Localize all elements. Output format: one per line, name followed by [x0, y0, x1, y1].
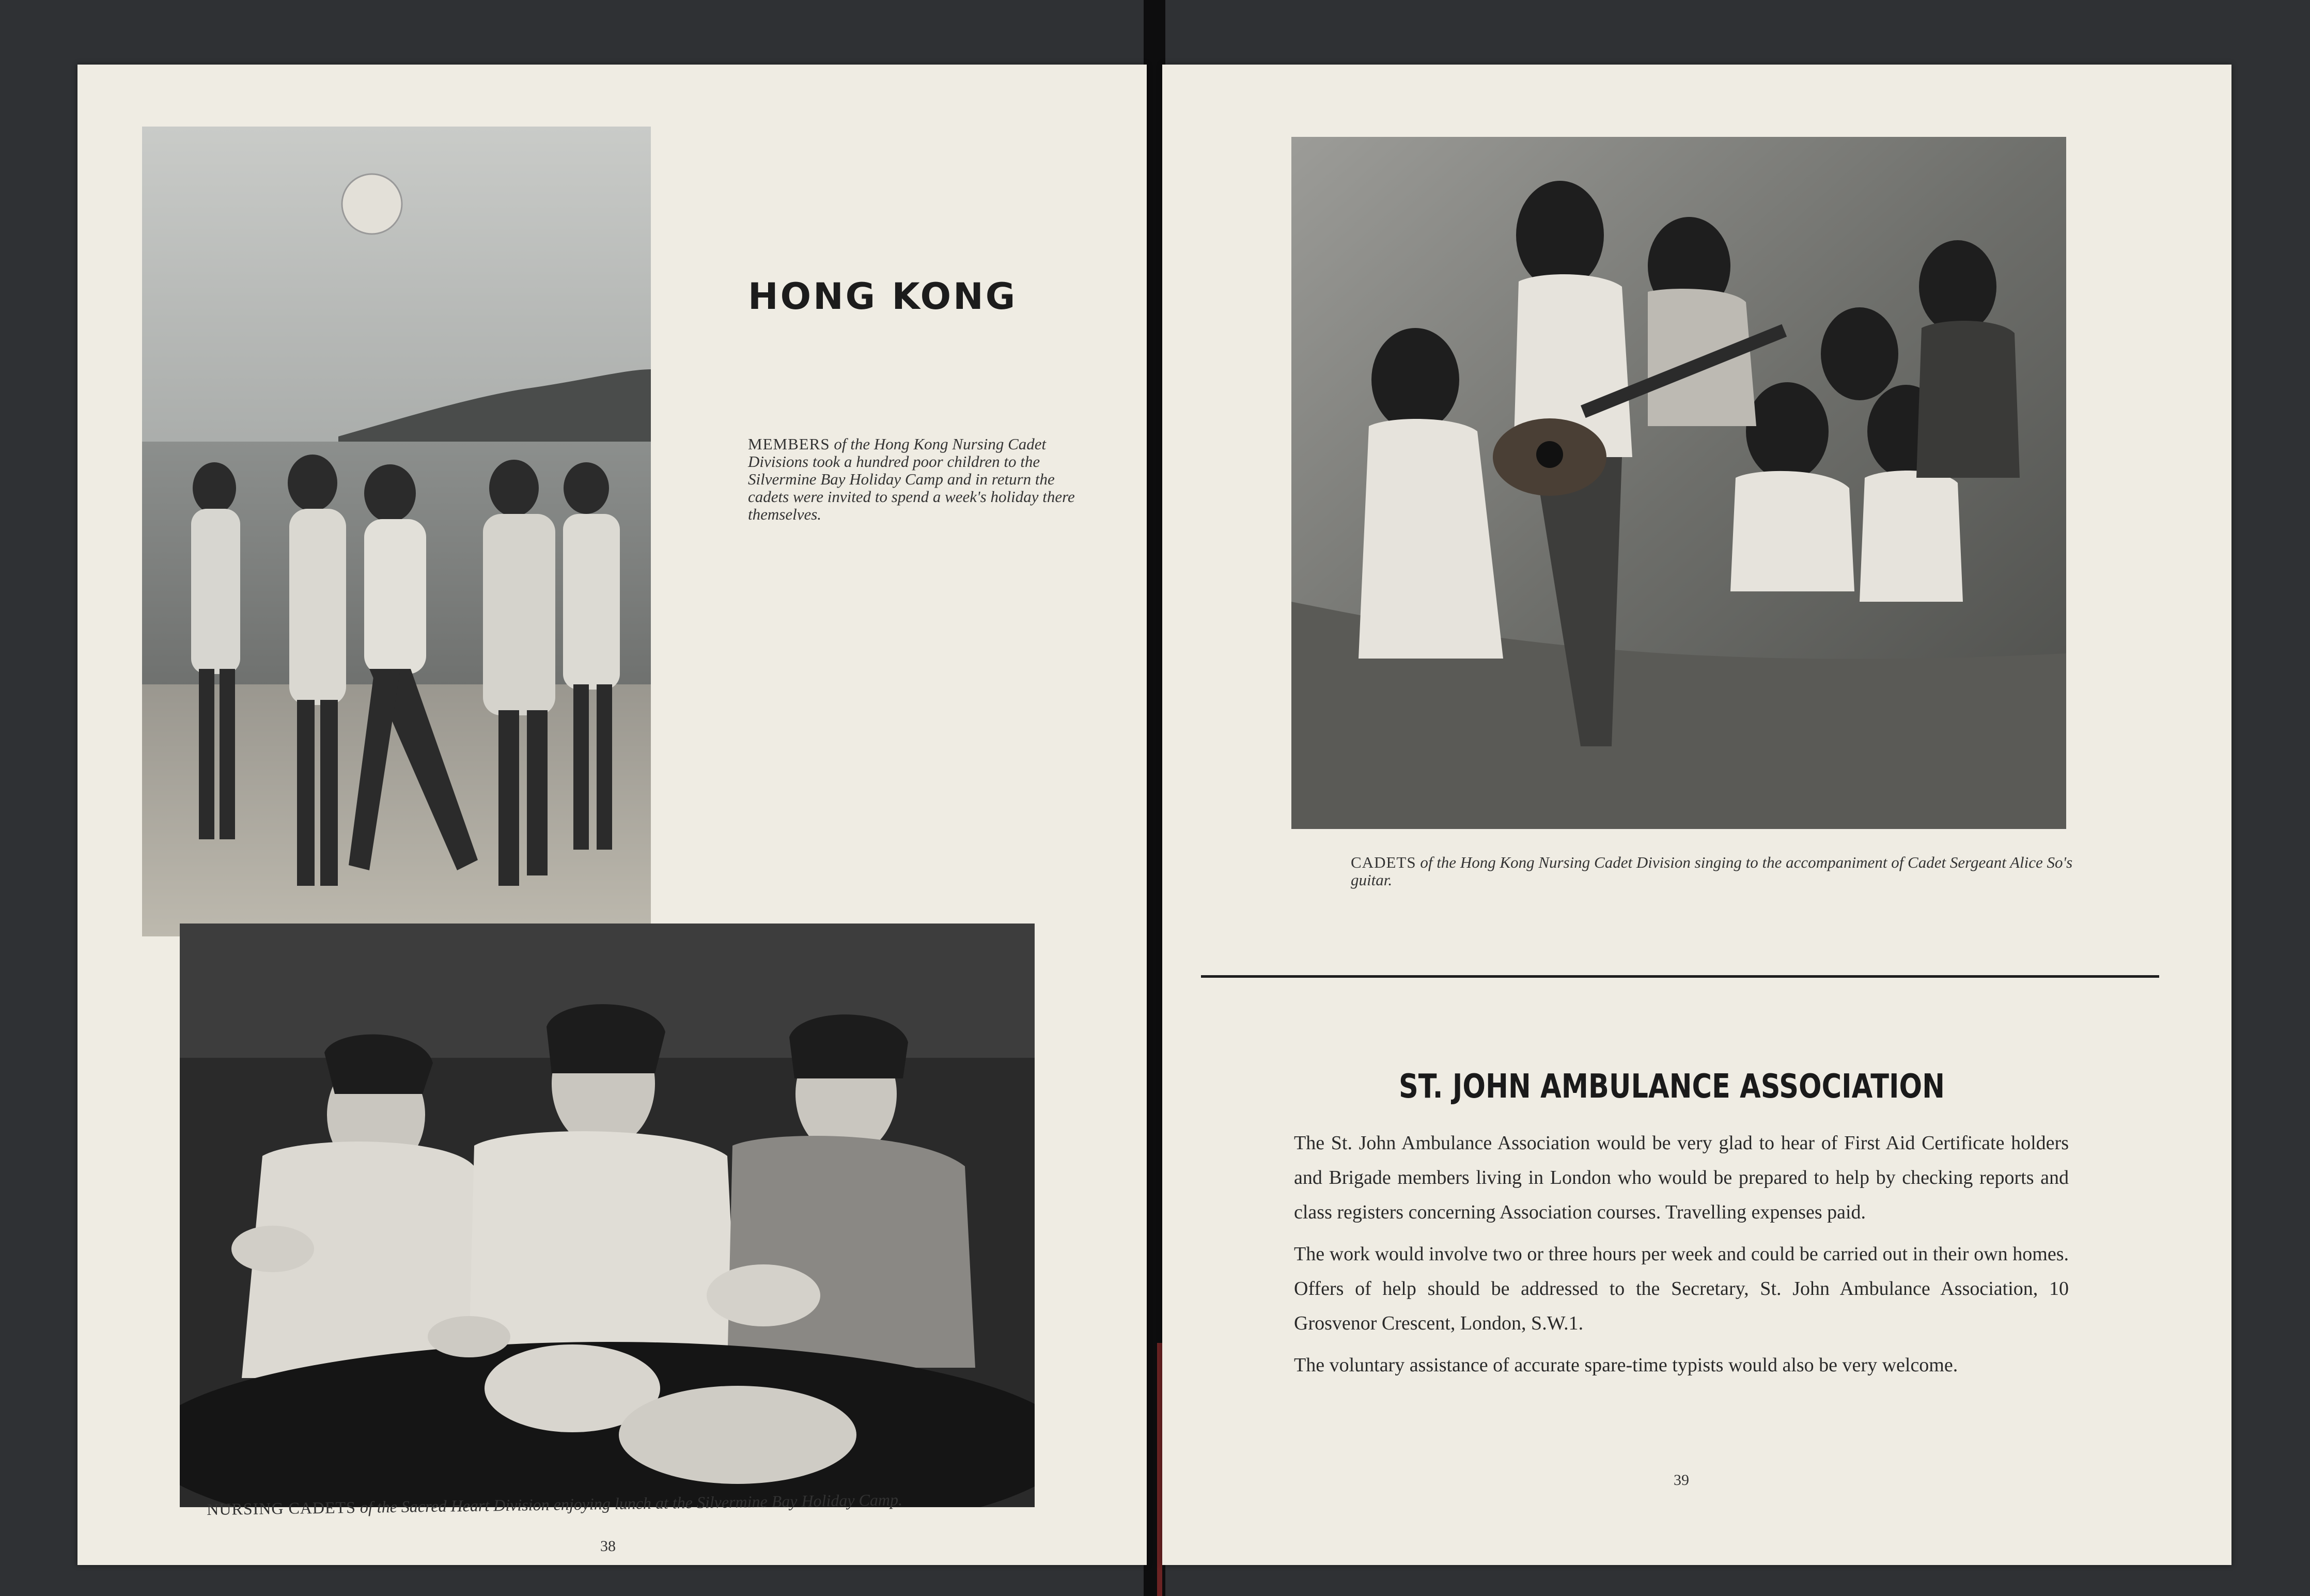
caption-text: of the Sacred Heart Division enjoying lunch at the Silvermine Bay Holiday Camp.	[360, 1490, 903, 1516]
lunch-photo	[180, 924, 1035, 1507]
caption-text: of the Hong Kong Nursing Cadet Division singing to the accompaniment of Cadet Sergeant Alice So's guitar.	[1351, 853, 2073, 889]
section-divider	[1201, 975, 2159, 978]
sja-body	[1294, 1126, 2069, 1390]
right-page	[1162, 65, 2231, 1565]
page-number: 39	[1674, 1472, 1689, 1489]
spine-binding-edge	[1157, 1343, 1162, 1596]
guitar-photo	[1291, 137, 2066, 829]
beach-photo-caption	[748, 435, 1079, 523]
sja-section-title: ST. JOHN AMBULANCE ASSOCIATION	[1399, 1068, 1945, 1106]
guitar-photo-caption	[1351, 854, 2084, 889]
caption-lead: MEMBERS	[748, 435, 830, 453]
caption-lead: NURSING CADETS	[206, 1497, 356, 1519]
page-number: 38	[600, 1538, 616, 1555]
sja-paragraph-1: The St. John Ambulance Association would be very glad to hear of First Aid Certificate holders and Brigade members living in London who would be prepared to help by checking reports and class registers concerning Association courses. Travelling expenses paid.	[1294, 1132, 2069, 1223]
left-page	[77, 65, 1147, 1565]
beach-ball-photo	[142, 127, 651, 936]
sja-paragraph-3: The voluntary assistance of accurate spare-time typists would also be very welcome.	[1294, 1354, 1958, 1376]
caption-lead: CADETS	[1351, 853, 1416, 871]
caption-text: of the Hong Kong Nursing Cadet Divisions took a hundred poor children to the Silvermine Bay Holiday Camp and in return the cadets were invited to spend a week's holiday there themselves.	[748, 435, 1075, 524]
hong-kong-heading: HONG KONG	[748, 275, 1018, 318]
sja-paragraph-2: The work would involve two or three hours per week and could be carried out in their own homes. Offers of help should be addressed to the Secretary, St. John Ambulance Association, 10 Grosvenor Crescent, London, S.W.1.	[1294, 1243, 2069, 1334]
